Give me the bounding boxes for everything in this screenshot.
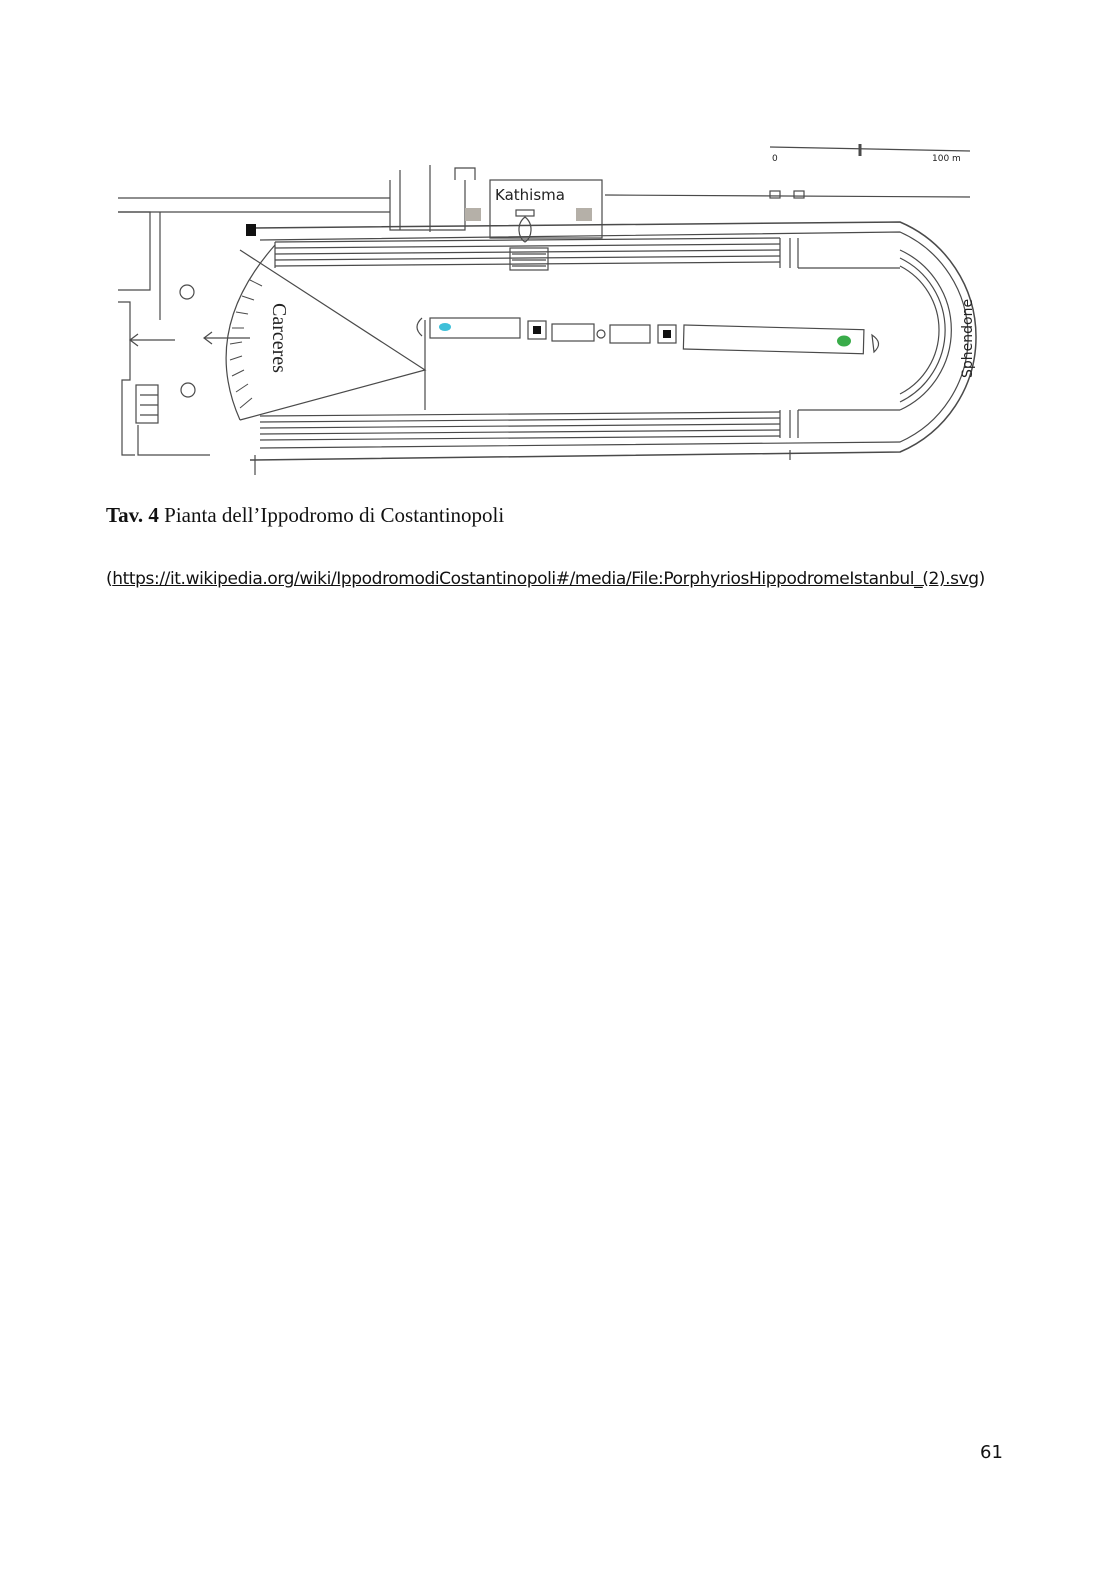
seating-row (260, 412, 780, 416)
carceres-gate (232, 370, 244, 376)
seating-row (275, 244, 780, 248)
figure-source (106, 560, 1016, 598)
small-structure (794, 191, 804, 198)
left-structure (118, 212, 150, 290)
carceres-label: Carceres (268, 303, 290, 373)
source-close-paren: ) (978, 569, 985, 589)
seating-row (260, 424, 780, 428)
obelisk-marker (533, 326, 541, 334)
figure-caption (106, 503, 1006, 528)
caption-text: Pianta dell’Ippodromo di Costantinopoli (164, 503, 505, 527)
spina-segment (610, 325, 650, 343)
carceres-gate (242, 296, 254, 300)
spina-segment (683, 325, 864, 354)
gray-block (576, 208, 592, 221)
seating-row (260, 430, 780, 434)
green-marker (837, 336, 851, 347)
dark-block (246, 224, 256, 236)
obelisk-marker (663, 330, 671, 338)
sphendone-lane (900, 250, 951, 410)
spina-segment (552, 324, 594, 341)
kathisma-label: Kathisma (495, 186, 565, 204)
source-open-paren: ( (106, 569, 113, 589)
left-structure (118, 302, 135, 455)
cyan-marker (439, 323, 451, 331)
hippodrome-plan-figure (100, 120, 1020, 500)
carceres-arc (226, 245, 275, 420)
carceres-gate (236, 312, 248, 314)
scale-bar (770, 147, 970, 151)
carceres-gate (230, 356, 242, 360)
seating-row (260, 436, 780, 440)
spina-meta-left (417, 318, 422, 336)
sphendone-lane (900, 258, 945, 402)
carceres-gate (250, 280, 262, 286)
page-number: 61 (980, 1442, 1003, 1463)
gray-block (465, 208, 481, 221)
scale-start-label: 0 (772, 154, 778, 164)
spina-column (597, 330, 605, 338)
caption-label: Tav. 4 (106, 503, 159, 527)
carceres-gate (236, 384, 248, 392)
carceres-fan (240, 250, 425, 420)
source-link[interactable]: https://it.wikipedia.org/wiki/IppodromodiCostantinopoli#/media/File:PorphyriosHippodromeIstanbul_(2).svg (112, 569, 979, 589)
hippodrome-plan (100, 120, 1020, 500)
carceres-gate (230, 342, 242, 344)
left-stairs (136, 385, 158, 423)
kathisma-annex (390, 180, 465, 230)
scale-end-label: 100 m (932, 154, 961, 164)
seating-row (260, 418, 780, 422)
left-column (180, 285, 194, 299)
small-structure (770, 191, 780, 198)
left-structure (138, 425, 210, 455)
carceres-gate (240, 398, 252, 408)
road-line (605, 195, 970, 197)
sphendone-lane (900, 266, 939, 394)
sphendone-label: Sphendone (960, 298, 976, 378)
kathisma-step (516, 210, 534, 216)
kathisma-annex (455, 168, 475, 180)
left-column (181, 383, 195, 397)
spina-meta-right (872, 335, 879, 352)
